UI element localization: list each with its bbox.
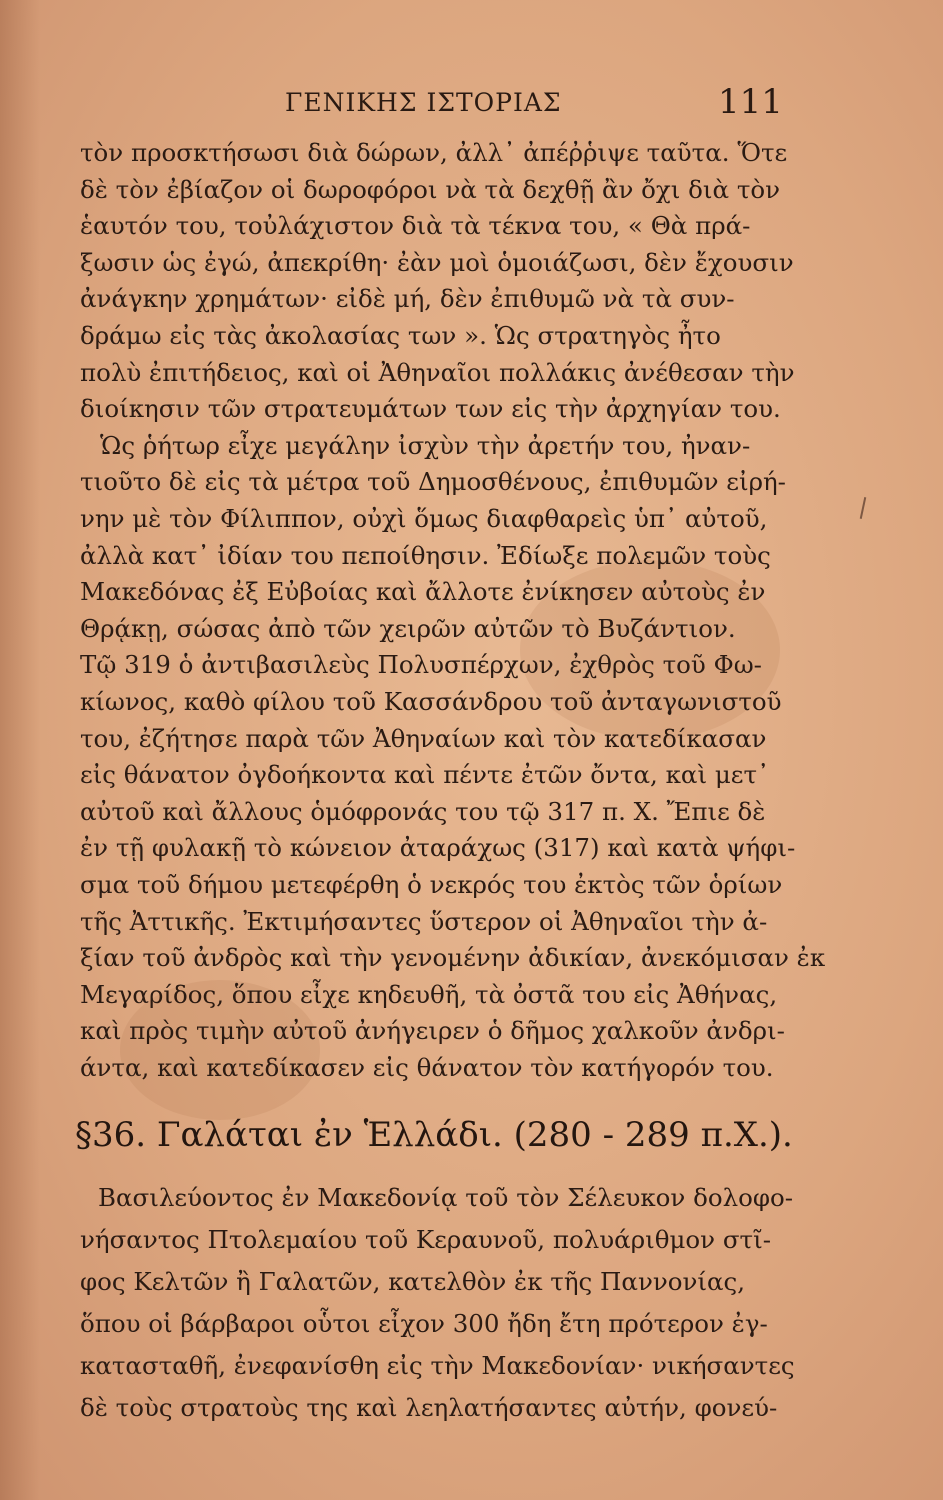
section-line: φος Κελτῶν ἢ Γαλατῶν, κατελθὸν ἐκ τῆς Παννονίας,	[80, 1267, 746, 1296]
body-line: Μακεδόνας ἐξ Εὐβοίας καὶ ἄλλοτε ἐνίκησεν αὐτοὺς ἐν	[80, 577, 766, 607]
body-line: άντα, καὶ κατεδίκασεν εἰς θάνατον τὸν κατήγορόν του.	[80, 1053, 774, 1082]
page-edge-shadow	[0, 0, 40, 1500]
body-line: ξίαν τοῦ ἀνδρὸς καὶ τὴν γενομένην ἀδικίαν, ἀνεκόμισαν ἐκ	[80, 943, 826, 973]
running-title: ΓΕΝΙΚΗΣ ΙΣΤΟΡΙΑΣ	[285, 88, 562, 117]
body-line: διοίκησιν τῶν στρατευμάτων των εἰς τὴν ἀρχηγίαν του.	[80, 394, 781, 424]
body-line: Τῷ 319 ὁ ἀντιβασιλεὺς Πολυσπέρχων, ἐχθρὸς τοῦ Φω-	[80, 650, 762, 680]
body-line: πολὺ ἐπιτήδειος, καὶ οἱ Ἀθηναῖοι πολλάκις ἀνέθεσαν τὴν	[80, 357, 795, 387]
body-line: αὐτοῦ καὶ ἄλλους ὁμόφρονάς του τῷ 317 π. Χ. Ἔπιε δὲ	[80, 796, 766, 826]
body-line: Θρᾴκῃ, σώσας ἀπὸ τῶν χειρῶν αὐτῶν τὸ Βυζάντιον.	[80, 613, 736, 643]
section-heading: §36. Γαλάται ἐν Ἑλλάδι. (280 - 289 π.Χ.).	[75, 1115, 793, 1155]
body-line: τὸν προσκτήσωσι διὰ δώρων, ἀλλ᾿ ἀπέῤῥιψε ταῦτα. Ὅτε	[80, 138, 788, 167]
body-line: ἀλλὰ κατ᾿ ἰδίαν του πεποίθησιν. Ἐδίωξε πολεμῶν τοὺς	[80, 540, 771, 570]
body-line: Ὡς ῥήτωρ εἶχε μεγάλην ἰσχὺν τὴν ἀρετήν του, ἠναν-	[100, 430, 751, 460]
page-header	[0, 82, 943, 132]
section-line: νήσαντος Πτολεμαίου τοῦ Κεραυνοῦ, πολυάριθμον στῖ-	[80, 1225, 771, 1254]
section-line: κατασταθῆ, ἐνεφανίσθη εἰς τὴν Μακεδονίαν· νικήσαντες	[80, 1351, 795, 1380]
body-line: τῆς Ἀττικῆς. Ἐκτιμήσαντες ὕστερον οἱ Ἀθηναῖοι τὴν ἀ-	[80, 906, 768, 936]
margin-pencil-mark	[860, 497, 867, 519]
body-line: κίωνος, καθὸ φίλου τοῦ Κασσάνδρου τοῦ ἀνταγωνιστοῦ	[80, 687, 782, 716]
body-line: καὶ πρὸς τιμὴν αὐτοῦ ἀνήγειρεν ὁ δῆμος χαλκοῦν ἀνδρι-	[80, 1016, 785, 1046]
body-line: ἐν τῇ φυλακῇ τὸ κώνειον ἀταράχως (317) καὶ κατὰ ψήφι-	[80, 833, 796, 863]
body-line: ἀνάγκην χρημάτων· εἰδὲ μή, δὲν ἐπιθυμῶ νὰ τὰ συν-	[80, 284, 735, 314]
body-line: Μεγαρίδος, ὅπου εἶχε κηδευθῆ, τὰ ὀστᾶ του εἰς Ἀθήνας,	[80, 979, 778, 1009]
body-line: τιοῦτο δὲ εἰς τὰ μέτρα τοῦ Δημοσθένους, ἐπιθυμῶν εἰρή-	[80, 467, 786, 497]
body-line: δράμω εἰς τὰς ἀκολασίας των ». Ὡς στρατηγὸς ἦτο	[80, 321, 721, 350]
page-number: 111	[718, 82, 783, 122]
body-line: σμα τοῦ δήμου μετεφέρθη ὁ νεκρός του ἐκτὸς τῶν ὁρίων	[80, 870, 783, 899]
section-line: δὲ τοὺς στρατοὺς της καὶ λεηλατήσαντες αὐτήν, φονεύ-	[80, 1393, 778, 1422]
body-line: εἰς θάνατον ὀγδοήκοντα καὶ πέντε ἐτῶν ὄντα, καὶ μετ᾿	[80, 760, 770, 790]
body-line: δὲ τὸν ἐβίαζον οἱ δωροφόροι νὰ τὰ δεχθῇ ἂν ὄχι διὰ τὸν	[80, 174, 781, 204]
body-line: ἑαυτόν του, τοὐλάχιστον διὰ τὰ τέκνα του, « Θὰ πρά-	[80, 211, 751, 241]
body-line: νην μὲ τὸν Φίλιππον, οὐχὶ ὅμως διαφθαρεὶς ὑπ᾿ αὐτοῦ,	[80, 504, 768, 533]
section-line: Βασιλεύοντος ἐν Μακεδονίᾳ τοῦ τὸν Σέλευκον δολοφο-	[98, 1183, 794, 1212]
section-line: ὅπου οἱ βάρβαροι οὗτοι εἶχον 300 ἤδη ἔτη πρότερον ἐγ-	[80, 1309, 768, 1338]
body-line: του, ἐζήτησε παρὰ τῶν Ἀθηναίων καὶ τὸν κατεδίκασαν	[80, 723, 767, 753]
body-line: ξωσιν ὡς ἐγώ, ἀπεκρίθη· ἐὰν μοὶ ὁμοιάζωσι, δὲν ἔχουσιν	[80, 247, 794, 277]
